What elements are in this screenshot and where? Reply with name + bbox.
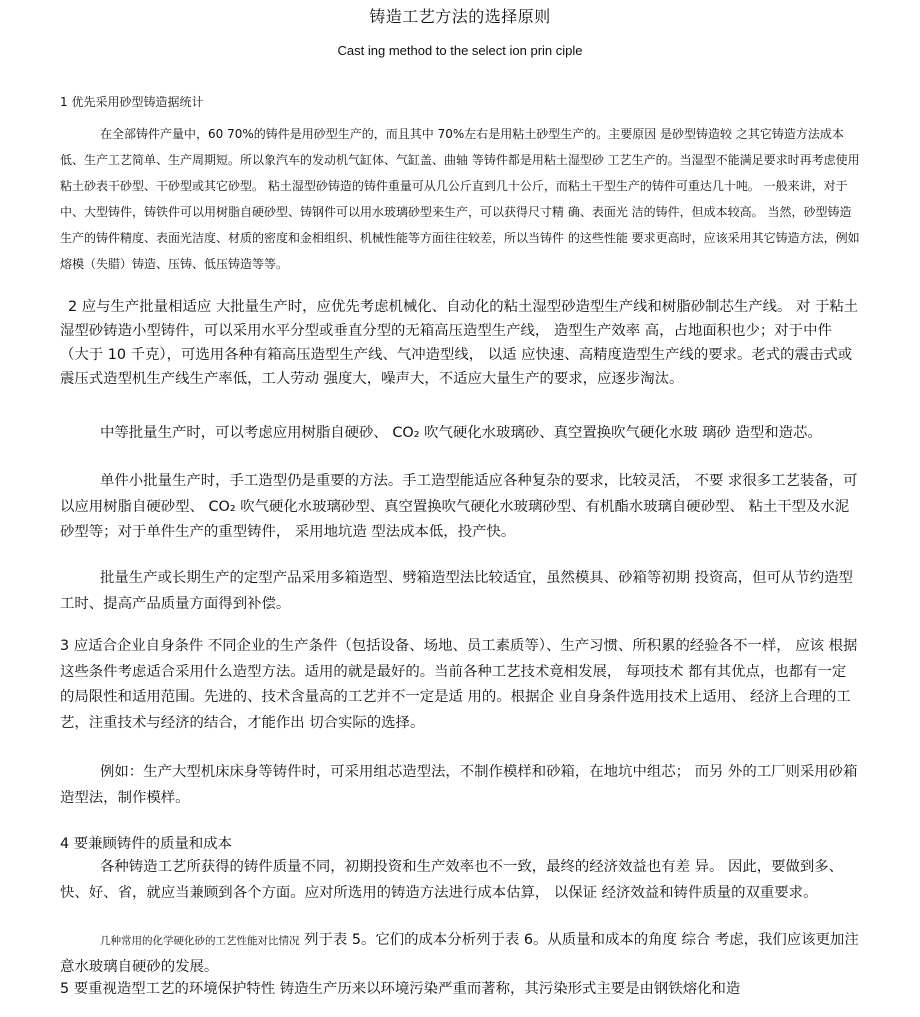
section-4-heading: 4 要兼顾铸件的质量和成本: [60, 836, 233, 852]
section-5-heading-body: 5 要重视造型工艺的环境保护特性 铸造生产历来以环境污染严重而著称，其污染形式主要是由钢铁熔化和造: [60, 981, 741, 997]
document-subtitle: Cast ing method to the select ion prin ciple: [337, 43, 583, 58]
table-reference-label: 几种常用的化学硬化砂的工艺性能对比情况: [100, 935, 300, 947]
section-2-medium-batch: 中等批量生产时，可以考虑应用树脂自硬砂、 CO₂ 吹气硬化水玻璃砂、真空置换吹气硬化水玻 璃砂 造型和造芯。: [100, 425, 822, 441]
section-1-heading: 1 优先采用砂型铸造据统计: [60, 95, 204, 109]
section-4-table-reference: [60, 928, 860, 980]
section-2-single-piece: 单件小批量生产时，手工造型仍是重要的方法。手工造型能适应各种复杂的要求，比较灵活， 不要 求很多工艺装备，可以应用树脂自硬砂型、 CO₂ 吹气硬化水玻璃砂型、真空置换吹气硬化水玻璃砂型、有机酯水玻璃自硬砂型、 粘土干型及水泥砂型等；对于单件生产的重型铸件， 采用地坑造 型法成本低，投产快。: [60, 473, 858, 540]
section-1-body: 在全部铸件产量中，60 70%的铸件是用砂型生产的，而且其中 70%左右是用粘土砂型生产的。主要原因 是砂型铸造较 之其它铸造方法成本低、生产工艺简单、生产周期短。所以象汽车的发动机气缸体、气缸盖、曲轴 等铸件都是用粘土湿型砂 工艺生产的。当湿型不能满足要求时再考虑使用粘土砂表干砂型、干砂型或其它砂型。 粘土湿型砂铸造的铸件重量可从几公斤直到几十公斤，而粘土干型生产的铸件可重达几十吨。 一般来讲，对于中、大型铸件，铸铁件可以用树脂自硬砂型、铸钢件可以用水玻璃砂型来生产，可以获得尺寸精 确、表面光 洁的铸件，但成本较高。 当然，砂型铸造生产的铸件精度、表面光洁度、材质的密度和金相组织、机械性能等方面往往较差，所以当铸件 的这些性能 要求更高时，应该采用其它铸造方法，例如熔模（失腊）铸造、压铸、低压铸造等等。: [60, 127, 860, 271]
section-2-batch-production: 批量生产或长期生产的定型产品采用多箱造型、劈箱造型法比较适宜，虽然模具、砂箱等初期 投资高，但可从节约造型工时、提高产品质量方面得到补偿。: [60, 570, 853, 612]
section-4-body: 各种铸造工艺所获得的铸件质量不同，初期投资和生产效率也不一致，最终的经济效益也有差 异。 因此，要做到多、快、好、省，就应当兼顾到各个方面。应对所选用的铸造方法进行成本估算， 以保证 经济效益和铸件质量的双重要求。: [60, 859, 844, 901]
section-2-heading-body: 2 应与生产批量相适应 大批量生产时，应优先考虑机械化、自动化的粘土湿型砂造型生产线和树脂砂制芯生产线。 对 于粘土湿型砂铸造小型铸件，可以采用水平分型或垂直分型的无箱高压造型生产线， 造型生产效率 高，占地面积也少；对于中件（大于 10 千克），可选用各种有箱高压造型生产线、气冲造型线， 以适 应快速、高精度造型生产线的要求。老式的震击式或震压式造型机生产线生产率低，工人劳动 强度大，噪声大，不适应大量生产的要求，应逐步淘汰。: [60, 299, 859, 387]
section-3-heading-body: 3 应适合企业自身条件 不同企业的生产条件（包括设备、场地、员工素质等）、生产习惯、所积累的经验各不一样， 应该 根据这些条件考虑适合采用什么造型方法。适用的就是最好的。当前各种工艺技术竟相发展， 每项技术 都有其优点，也都有一定的局限性和适用范围。先进的、技术含量高的工艺并不一定是适 用的。根据企 业自身条件选用技术上适用、 经济上合理的工艺，注重技术与经济的结合，才能作出 切合实际的选择。: [60, 638, 858, 731]
section-3-example: 例如：生产大型机床床身等铸件时，可采用组芯造型法，不制作模样和砂箱，在地坑中组芯； 而另 外的工厂则采用砂箱造型法，制作模样。: [60, 764, 858, 806]
table-reference-text: 列于表 5。它们的成本分析列于表 6。从质量和成本的角度 综合 考虑，我们应该更加注意水玻璃自硬砂的发展。: [60, 932, 859, 975]
document-title: 铸造工艺方法的选择原则: [369, 7, 551, 26]
